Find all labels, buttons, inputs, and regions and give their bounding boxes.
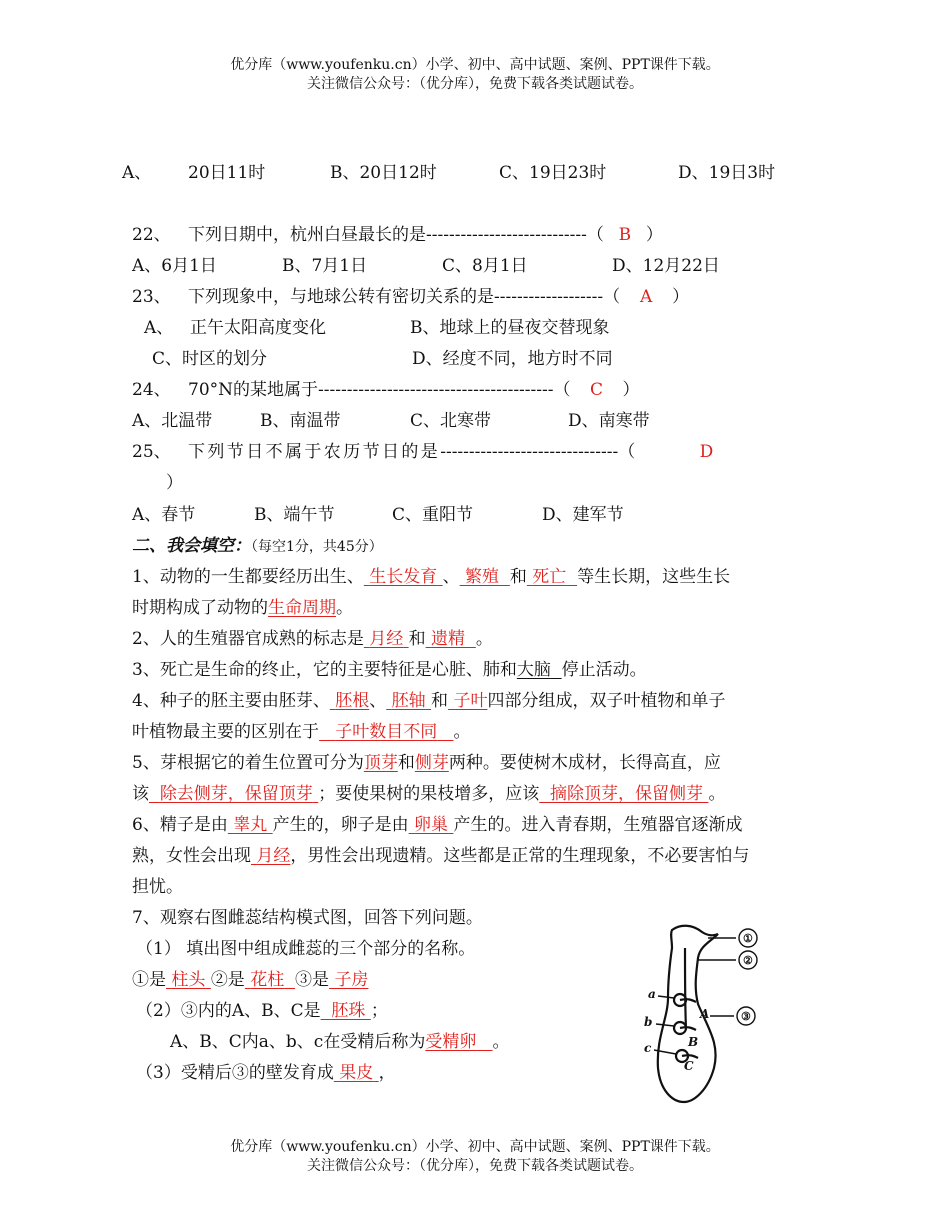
q25-answer: D xyxy=(699,442,714,462)
fill4-text-1: 4、种子的胚主要由胚芽、 xyxy=(132,691,330,711)
fill7-part2 xyxy=(136,1000,388,1022)
q22-number: 22、 xyxy=(132,225,171,245)
fill4-answer-2: 胚轴 xyxy=(391,691,426,711)
fill7-p1-answer-3: 子房 xyxy=(334,970,369,990)
q22-answer: B xyxy=(618,225,632,245)
fill7-part3 xyxy=(136,1062,396,1084)
q24-open: （ xyxy=(553,380,571,400)
fill1-line1 xyxy=(132,566,730,588)
fill6-answer-3: 月经 xyxy=(256,846,291,866)
fill2-line xyxy=(132,628,493,650)
q24-option-a: A、北温带 xyxy=(132,411,213,431)
fill3-answer-1: 大脑 xyxy=(516,660,551,680)
fill6-text-5: ，男性会出现遗精。这些都是正常的生理现象，不必要害怕与 xyxy=(290,846,750,866)
fill4-text-5: 叶植物最主要的区别在于 xyxy=(132,722,319,742)
fill3-text-1: 3、死亡是生命的终止，它的主要特征是心脏、肺和 xyxy=(132,660,517,680)
fill6-line2 xyxy=(132,845,749,867)
fill1-text-4: 等生长期，这些生长 xyxy=(577,567,731,587)
label-1: ① xyxy=(743,932,753,945)
q23-option-a: A、 xyxy=(144,318,174,338)
q23-answer: A xyxy=(640,287,653,307)
q22-close: ） xyxy=(645,225,663,245)
q22-stem xyxy=(132,224,663,246)
fill7-part1: （1） 填出图中组成雌蕊的三个部分的名称。 xyxy=(136,939,476,959)
fill5-text-1: 5、芽根据它的着生位置可分为 xyxy=(132,753,364,773)
section2-note: （每空1分，共45分） xyxy=(251,539,383,555)
fill1-text-2: 、 xyxy=(442,567,460,587)
q25-dashes: ------------------------------- xyxy=(440,442,619,462)
q23-options-row2 xyxy=(152,348,613,370)
fill7-line1: 7、观察右图雌蕊结构模式图，回答下列问题。 xyxy=(132,908,483,928)
fill7-part2b xyxy=(170,1031,510,1053)
q25-text: 下列节日不属于农历节日的是 xyxy=(188,442,441,462)
q23-options-row1 xyxy=(144,317,610,339)
q24-number: 24、 xyxy=(132,380,171,400)
fill6-answer-1: 睾丸 xyxy=(233,815,268,835)
q23-option-b: B、地球上的昼夜交替现象 xyxy=(410,318,610,338)
fill7-p2b-text-2: 。 xyxy=(492,1032,510,1052)
q23-dashes: ------------------- xyxy=(494,287,604,307)
fill1-text-5: 时期构成了动物的 xyxy=(132,598,268,618)
q22-option-d: D、12月22日 xyxy=(612,256,720,276)
fill2-text-2: 和 xyxy=(408,629,426,649)
fill5-line1 xyxy=(132,752,721,774)
section2-colon: ： xyxy=(234,536,251,556)
fill5-answer-1: 顶芽 xyxy=(363,753,398,773)
fill6-text-1: 6、精子是由 xyxy=(132,815,228,835)
fill7-p3-text-1: （3）受精后③的壁发育成 xyxy=(136,1063,334,1083)
fill5-line2 xyxy=(132,783,725,805)
q24-stem xyxy=(132,379,640,401)
fill5-answer-3: 除去侧芽，保留顶芽 xyxy=(159,784,313,804)
fill5-text-3: 两种。要使树木成材，长得高直，应 xyxy=(448,753,721,773)
q24-text: 70°N的某地属于 xyxy=(188,380,319,400)
q25-option-d: D、建军节 xyxy=(542,505,624,525)
fill1-answer-4: 生命周期 xyxy=(268,598,336,618)
fill7-p1-text-2: ②是 xyxy=(210,970,245,990)
fill4-text-3: 和 xyxy=(431,691,449,711)
fill6-text-2: 产生的，卵子是由 xyxy=(272,815,409,835)
q23-option-a-text: 正午太阳高度变化 xyxy=(190,318,326,338)
fill7-p1-answer-2: 花柱 xyxy=(250,970,285,990)
fill7-p2-text-1: （2）③内的A、B、C是 xyxy=(136,1001,321,1021)
q22-dashes: ---------------------------- xyxy=(426,225,587,245)
q25-close: ） xyxy=(166,473,183,493)
label-3: ③ xyxy=(741,1010,751,1023)
q23-close: ） xyxy=(672,287,690,307)
fill7-p3-text-2: ， xyxy=(378,1063,396,1083)
q25-open: （ xyxy=(618,442,636,462)
q24-option-c: C、北寒带 xyxy=(410,411,492,431)
label-a: a xyxy=(648,987,656,1001)
fill5-answer-4: 摘除顶芽，保留侧芽 xyxy=(550,784,704,804)
fill6-answer-2: 卵巢 xyxy=(414,815,449,835)
fill6-text-4: 熟，女性会出现 xyxy=(132,846,251,866)
q21-option-d: D、19日3时 xyxy=(678,163,776,183)
fill5-answer-2: 侧芽 xyxy=(414,753,449,773)
fill6-line3: 担忧。 xyxy=(132,877,183,897)
section2-heading xyxy=(132,535,383,558)
fill4-line1 xyxy=(132,690,725,712)
leader-a xyxy=(658,996,674,998)
q24-dashes: ----------------------------------------- xyxy=(318,380,554,400)
q25-number: 25、 xyxy=(132,442,171,462)
fill7-part1-answers xyxy=(132,969,368,991)
q23-open: （ xyxy=(603,287,621,307)
fill1-text-1: 1、动物的一生都要经历出生、 xyxy=(132,567,364,587)
q22-option-c: C、8月1日 xyxy=(442,256,528,276)
fill7-p2b-text-1: A、B、C内a、b、c在受精后称为 xyxy=(170,1032,426,1052)
fill1-text-6: 。 xyxy=(336,598,353,618)
fill5-text-4: 该 xyxy=(132,784,149,804)
q21-option-a-text: 20日11时 xyxy=(188,163,266,183)
fill7-p2-text-2: ； xyxy=(370,1001,388,1021)
q23-stem xyxy=(132,286,689,308)
fill3-line xyxy=(132,659,647,681)
fill1-answer-1: 生长发育 xyxy=(369,567,438,587)
q21-option-b: B、20日12时 xyxy=(330,163,437,183)
fill2-text-1: 2、人的生殖器官成熟的标志是 xyxy=(132,629,364,649)
q21-options xyxy=(122,162,775,184)
q24-option-b: B、南温带 xyxy=(260,411,341,431)
label-c: c xyxy=(644,1041,652,1055)
q21-option-a: A、 xyxy=(122,163,152,183)
fill5-text-6: 。 xyxy=(708,784,726,804)
fill7-p3-answer-1: 果皮 xyxy=(339,1063,374,1083)
fill5-text-2: 和 xyxy=(397,753,415,773)
section2-title: 二、我会填空 xyxy=(132,536,234,556)
fill2-answer-2: 遗精 xyxy=(431,629,466,649)
fill7-p2-answer-1: 胚珠 xyxy=(331,1001,366,1021)
fill4-text-6: 。 xyxy=(453,722,471,742)
label-2: ② xyxy=(743,954,753,967)
fill1-text-3: 和 xyxy=(509,567,527,587)
q22-options xyxy=(132,255,720,277)
fill7-p1-answer-1: 柱头 xyxy=(171,970,206,990)
leader-b xyxy=(656,1024,674,1026)
q24-close: ） xyxy=(622,380,640,400)
pistil-diagram xyxy=(628,918,768,1110)
q25-option-c: C、重阳节 xyxy=(392,505,474,525)
q22-option-a: A、6月1日 xyxy=(132,256,217,276)
fill7-p1-text-1: ①是 xyxy=(132,970,166,990)
q22-open: （ xyxy=(586,225,604,245)
ovule-c-stalk xyxy=(682,1055,698,1058)
fill1-answer-3: 死亡 xyxy=(532,567,567,587)
q23-option-c: C、时区的划分 xyxy=(152,349,268,369)
fill1-line2 xyxy=(132,597,353,619)
fill2-text-3: 。 xyxy=(475,629,493,649)
fill4-answer-3: 子叶 xyxy=(453,691,488,711)
fill4-answer-4: 子叶数目不同 xyxy=(335,722,438,742)
fill4-text-2: 、 xyxy=(369,691,387,711)
q23-number: 23、 xyxy=(132,287,171,307)
ovule-a-stalk xyxy=(680,999,696,1002)
ovule-b-stalk xyxy=(680,1027,696,1030)
q25-option-b: B、端午节 xyxy=(254,505,335,525)
fill2-answer-1: 月经 xyxy=(369,629,404,649)
q25-options xyxy=(132,504,624,526)
footer-line-2: 关注微信公众号：（优分库），免费下载各类试题试卷。 xyxy=(307,1158,643,1174)
q24-options xyxy=(132,410,650,432)
fill3-text-2: 停止活动。 xyxy=(561,660,647,680)
header-line-2: 关注微信公众号：（优分库），免费下载各类试题试卷。 xyxy=(307,76,643,92)
style-canal xyxy=(685,948,686,1028)
fill1-answer-2: 繁殖 xyxy=(465,567,500,587)
header-line-1: 优分库（www.youfenku.cn）小学、初中、高中试题、案例、PPT课件下载。 xyxy=(230,57,720,73)
fill5-text-5: ；要使果树的果枝增多，应该 xyxy=(318,784,540,804)
q21-option-c: C、19日23时 xyxy=(499,163,607,183)
fill4-line2 xyxy=(132,721,470,743)
q22-text: 下列日期中，杭州白昼最长的是 xyxy=(188,225,426,245)
q24-answer: C xyxy=(590,380,604,400)
label-C: C xyxy=(684,1059,694,1073)
q23-text: 下列现象中，与地球公转有密切关系的是 xyxy=(188,287,494,307)
q25-option-a: A、春节 xyxy=(132,505,196,525)
fill6-line1 xyxy=(132,814,742,836)
fill7-p1-text-3: ③是 xyxy=(295,970,330,990)
fill6-text-3: 产生的。进入青春期，生殖器官逐渐成 xyxy=(453,815,743,835)
label-A: A xyxy=(700,1007,710,1021)
label-b: b xyxy=(644,1015,653,1029)
fill7-p2b-answer-1: 受精卵 xyxy=(425,1032,477,1052)
label-B: B xyxy=(688,1035,699,1049)
q24-option-d: D、南寒带 xyxy=(568,411,650,431)
q23-option-d: D、经度不同，地方时不同 xyxy=(412,349,613,369)
q25-stem xyxy=(132,441,713,463)
footer-line-1: 优分库（www.youfenku.cn）小学、初中、高中试题、案例、PPT课件下载。 xyxy=(230,1139,720,1155)
fill4-text-4: 四部分组成，双子叶植物和单子 xyxy=(487,691,726,711)
fill4-answer-1: 胚根 xyxy=(335,691,370,711)
q22-option-b: B、7月1日 xyxy=(282,256,368,276)
